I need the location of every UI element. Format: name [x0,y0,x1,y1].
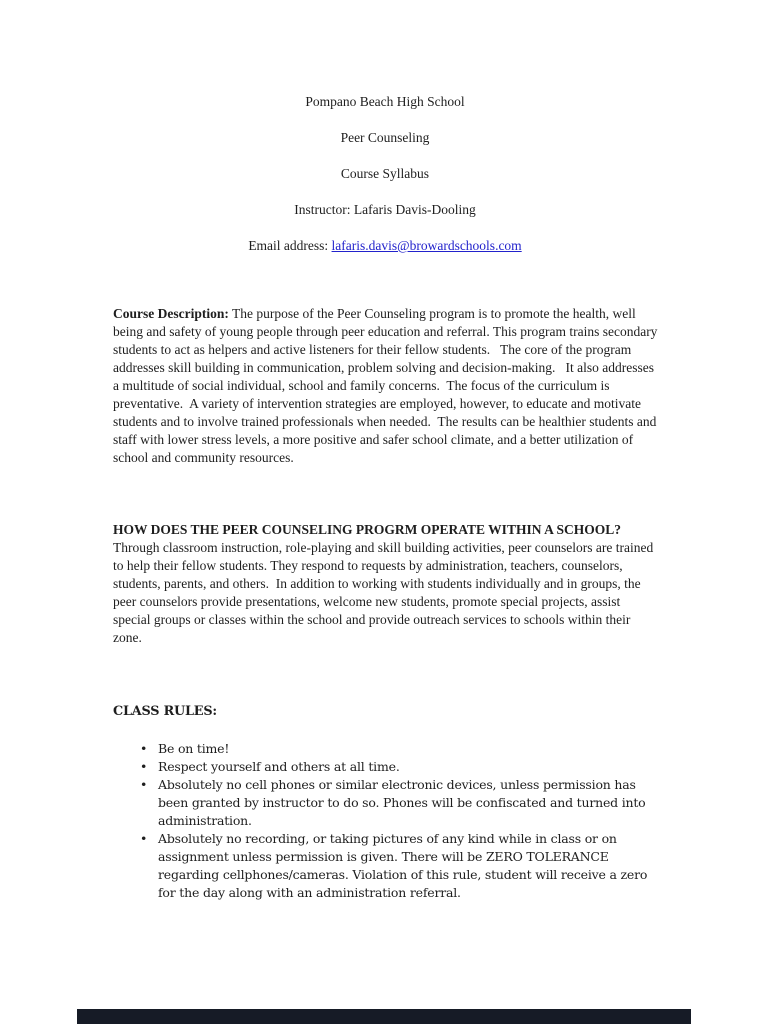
course-name: Peer Counseling [340,130,430,145]
rule-text: Absolutely no recording, or taking pictures of any kind while in class or on assignment unless permission is given. There will be ZERO TOLERANCE regarding cellphones/cameras. Violation of this rule, student will receive a zero for the day along with an administration referral. [158,831,648,900]
class-rule-item [113,830,658,902]
bullet-icon: • [140,831,148,846]
bullet-icon: • [140,759,148,774]
instructor-line: Instructor: Lafaris Davis-Dooling [294,202,476,217]
email-link[interactable]: lafaris.davis@browardschools.com [331,238,522,253]
rule-text: Be on time! [158,741,230,756]
document-title: Course Syllabus [340,166,430,181]
bullet-icon: • [140,741,148,756]
email-line [0,238,770,254]
class-rule-item [113,740,658,758]
class-rule-item [113,758,658,776]
course-description-text: The purpose of the Peer Counseling program is to promote the health, well being and safety of young people through peer education and referral. This program trains secondary students to act as helpers and active listeners for their fellow students. The core of the program addresses skill building in communication, problem solving and decision-making. It also addresses a multitude of social individual, school and family concerns. The focus of the curriculum is preventative. A variety of intervention strategies are employed, however, to educate and motivate students and to involve trained professionals when needed. The results can be healthier students and staff with lower stress levels, a more positive and safer school climate, and a better utilization of school and community resources. [113,306,661,465]
document-header [0,0,770,254]
program-operation-heading: HOW DOES THE PEER COUNSELING PROGRM OPERATE WITHIN A SCHOOL? [113,522,621,537]
class-rules-heading: CLASS RULES: [113,704,217,719]
course-description-paragraph [113,305,661,467]
bullet-icon: • [140,777,148,792]
program-operation-text: Through classroom instruction, role-playing and skill building activities, peer counselors are trained to help their fellow students. They respond to requests by administration, teachers, counselors, students, parents, and others. In addition to working with students individually and in groups, the peer counselors provide presentations, welcome new students, promote special projects, assist special groups or classes within the school and provide outreach services to schools within their zone. [113,522,657,645]
rule-text: Absolutely no cell phones or similar electronic devices, unless permission has been granted by instructor to do so. Phones will be confiscated and turned into administration. [158,777,646,828]
class-rules-list [113,740,658,902]
course-description-label: Course Description: [113,306,229,321]
school-name: Pompano Beach High School [305,94,465,109]
page-bottom-bar [77,1009,691,1024]
rule-text: Respect yourself and others at all time. [158,759,400,774]
class-rule-item [113,776,658,830]
program-operation-paragraph [113,521,658,647]
email-label: Email address: [248,238,332,253]
